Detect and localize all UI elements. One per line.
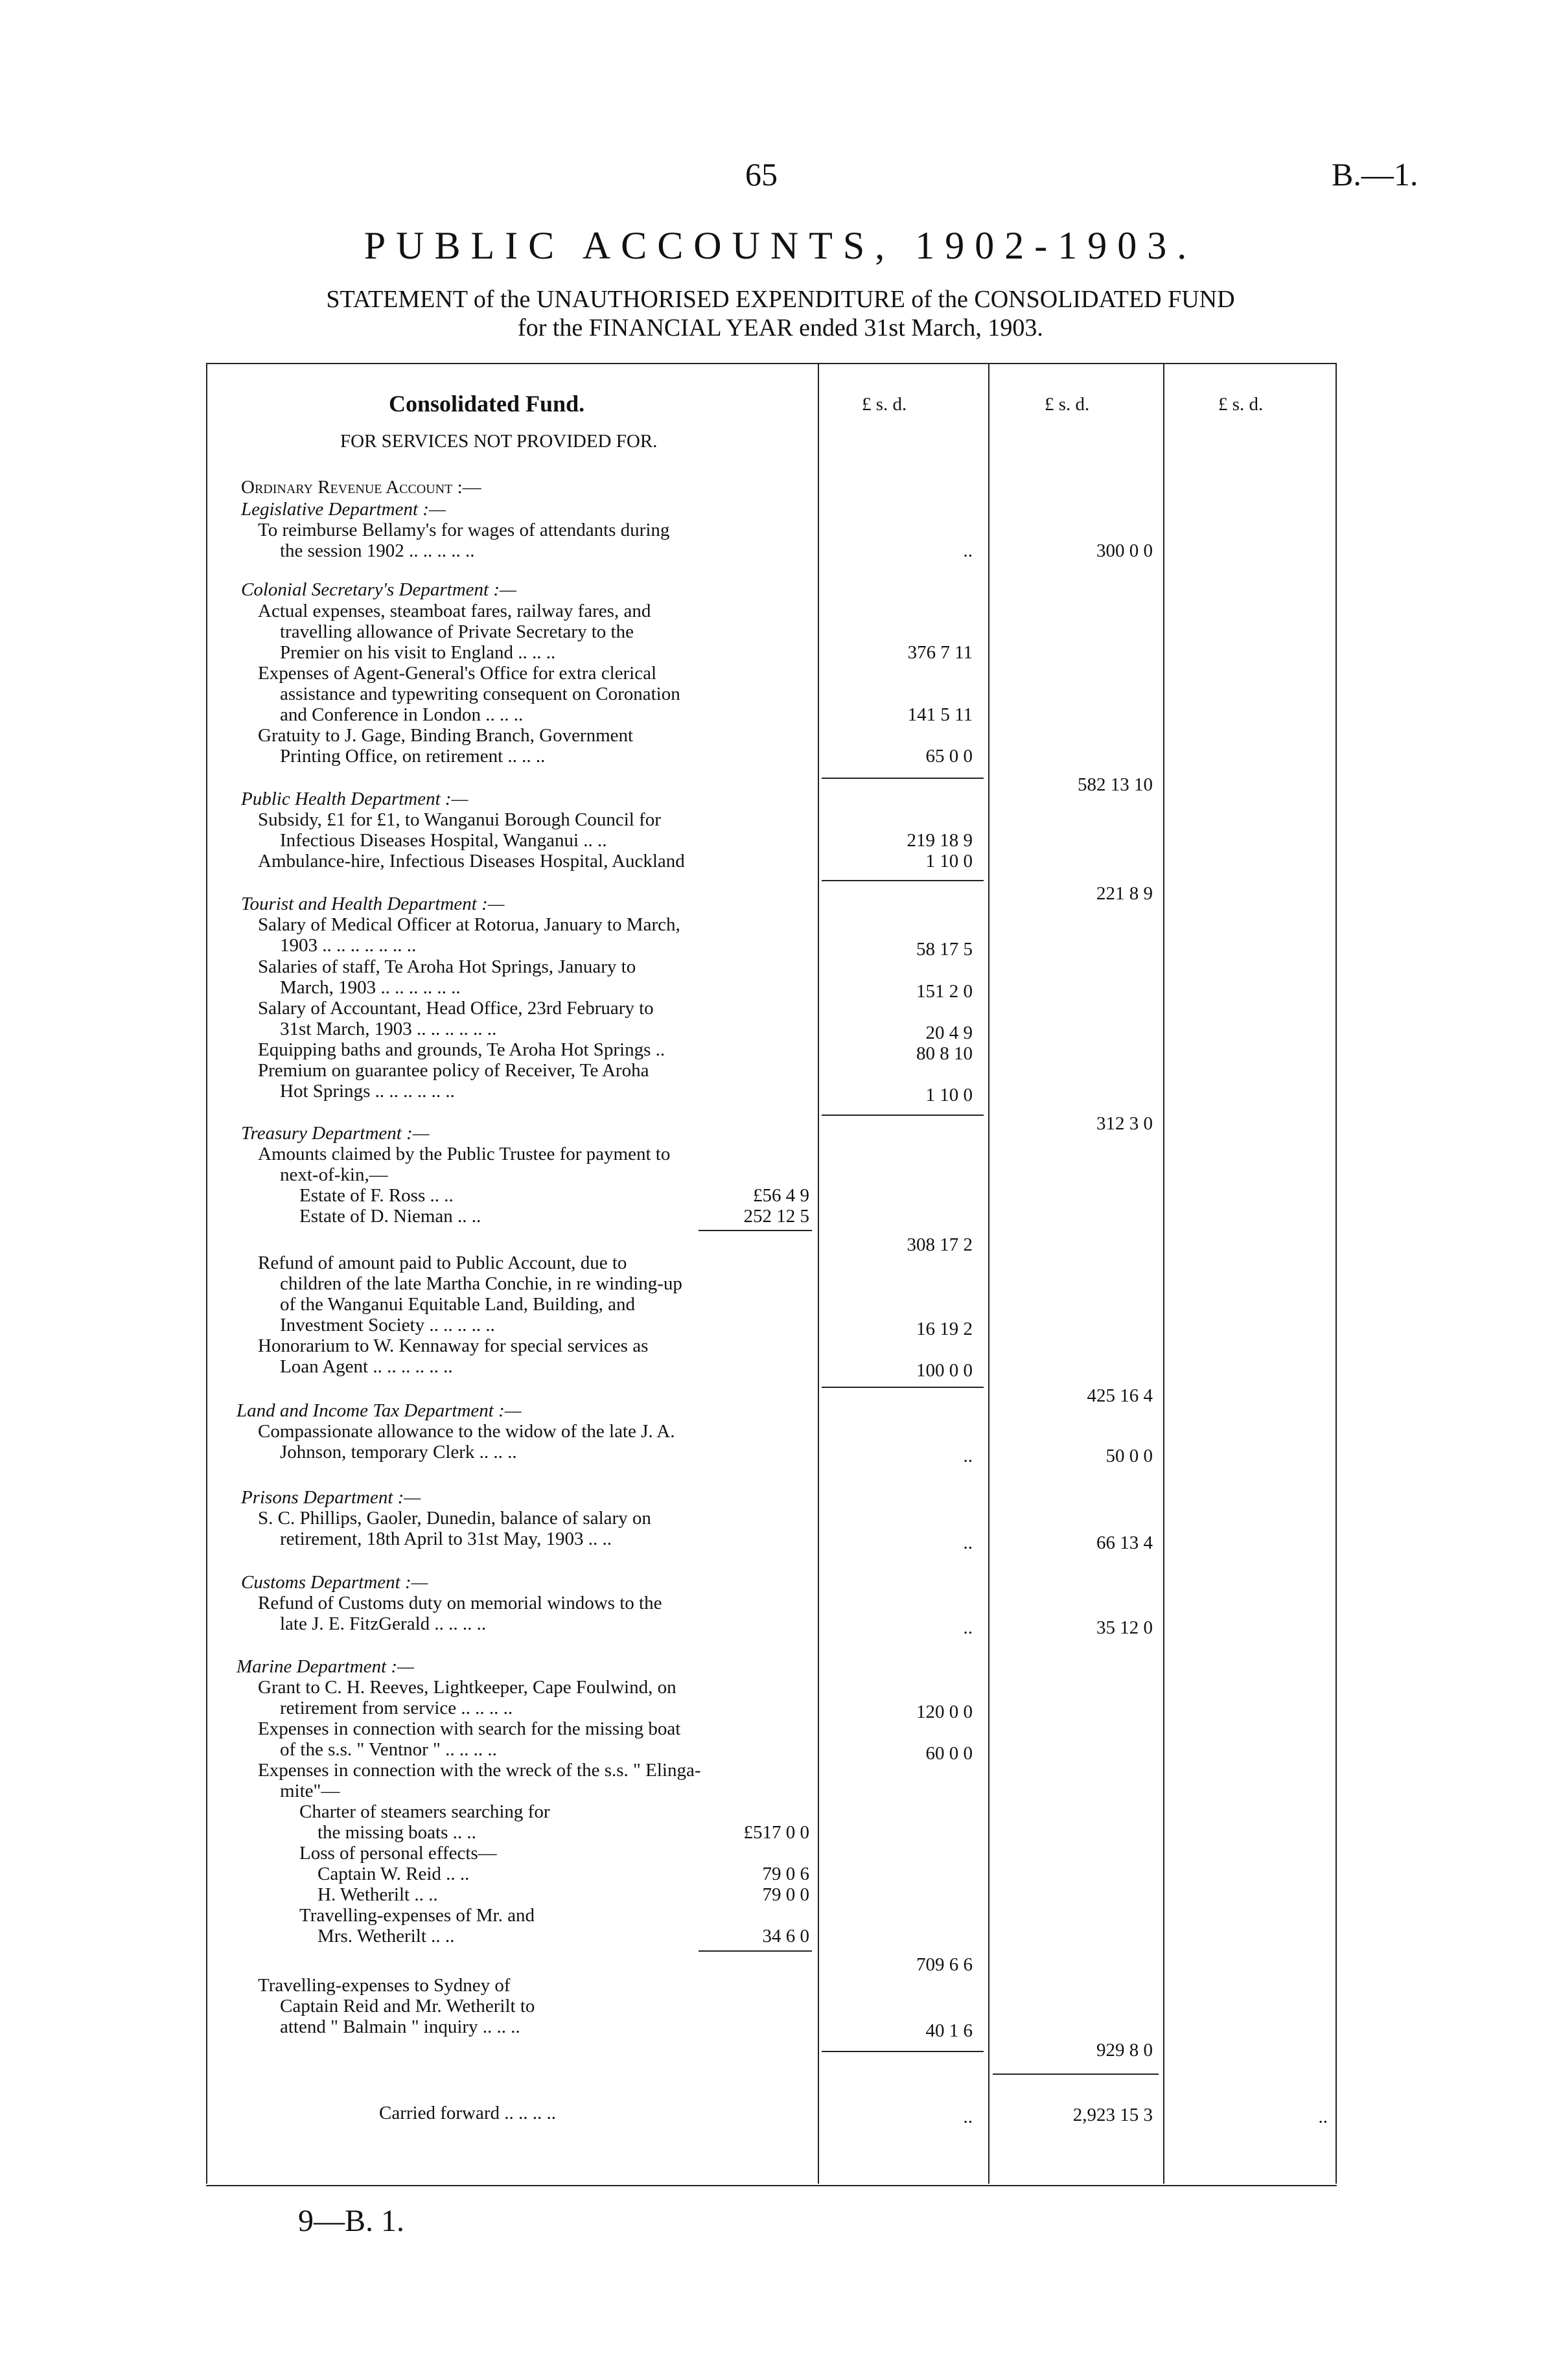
amount: 20 4 9 (925, 1022, 973, 1043)
entry-text: Travelling-expenses to Sydney of (258, 1975, 511, 1996)
entry-text: Infectious Diseases Hospital, Wanganui .. .. (280, 830, 607, 851)
amount: 376 7 11 (907, 642, 973, 663)
amount: 425 16 4 (1087, 1385, 1153, 1406)
subtotal-rule (699, 1230, 812, 1231)
entry-text: Estate of F. Ross .. .. (299, 1185, 454, 1206)
sub-amount: 79 0 0 (762, 1884, 809, 1905)
dept-heading: Colonial Secretary's Department :— (241, 579, 516, 600)
amount: .. (1318, 2107, 1328, 2127)
amount: 929 8 0 (1096, 2040, 1153, 2061)
amount: 66 13 4 (1096, 1532, 1153, 1553)
entry-text: Salary of Accountant, Head Office, 23rd February to (258, 998, 654, 1019)
entry-text: Premier on his visit to England .. .. .. (280, 642, 556, 663)
entry-text: March, 1903 .. .. .. .. .. .. (280, 977, 461, 998)
entry-text: the session 1902 .. .. .. .. .. (280, 540, 475, 561)
amount: .. (963, 2107, 973, 2127)
page-number: 65 (745, 156, 778, 192)
entry-text: travelling allowance of Private Secretary to the (280, 621, 634, 642)
amount: .. (963, 540, 973, 561)
entry-text: retirement, 18th April to 31st May, 1903 .. .. (280, 1529, 612, 1549)
dept-heading: Public Health Department :— (241, 789, 468, 809)
entry-text: Loan Agent .. .. .. .. .. .. (280, 1356, 453, 1377)
subtotal-rule (822, 1115, 984, 1116)
page-footer: 9—B. 1. (298, 2204, 405, 2238)
amount: 308 17 2 (907, 1234, 973, 1255)
amount: 141 5 11 (907, 704, 973, 725)
table-bottom-rule (206, 2185, 1337, 2186)
entry-text: 31st March, 1903 .. .. .. .. .. .. (280, 1019, 497, 1039)
entry-text: Equipping baths and grounds, Te Aroha Hot Springs .. (258, 1039, 665, 1060)
entry-text: Ambulance-hire, Infectious Diseases Hospital, Auckland (258, 851, 685, 872)
table-subheading: FOR SERVICES NOT PROVIDED FOR. (340, 431, 658, 452)
entry-text: Honorarium to W. Kennaway for special services as (258, 1335, 649, 1356)
entry-text: Printing Office, on retirement .. .. .. (280, 746, 546, 767)
statement-line-1: STATEMENT of the UNAUTHORISED EXPENDITURE of the CONSOLIDATED FUND (326, 286, 1235, 313)
sub-amount: 79 0 6 (762, 1864, 809, 1884)
entry-text: Expenses of Agent-General's Office for extra clerical (258, 663, 657, 684)
amount: .. (963, 1446, 973, 1466)
amount: 40 1 6 (925, 2020, 973, 2041)
entry-text: Gratuity to J. Gage, Binding Branch, Government (258, 725, 634, 746)
column-rule-2 (988, 363, 989, 2184)
amount: 80 8 10 (916, 1043, 973, 1064)
amount: 300 0 0 (1096, 540, 1153, 561)
entry-text: Hot Springs .. .. .. .. .. .. (280, 1081, 455, 1102)
section-title: Ordinary Revenue Account :— (241, 477, 481, 498)
entry-text: late J. E. FitzGerald .. .. .. .. (280, 1613, 487, 1634)
subtotal-rule (822, 1387, 984, 1388)
dept-heading: Customs Department :— (241, 1572, 428, 1593)
amount: 58 17 5 (916, 939, 973, 960)
entry-text: Estate of D. Nieman .. .. (299, 1206, 481, 1227)
entry-text: Salary of Medical Officer at Rotorua, January to March, (258, 914, 680, 935)
amount: 221 8 9 (1096, 883, 1153, 904)
sub-amount: 34 6 0 (762, 1926, 809, 1947)
entry-text: next-of-kin,— (280, 1164, 388, 1185)
amount: 50 0 0 (1105, 1446, 1153, 1466)
amount: 219 18 9 (907, 830, 973, 851)
amount: 100 0 0 (916, 1360, 973, 1381)
entry-text: Amounts claimed by the Public Trustee for payment to (258, 1144, 671, 1164)
column-header-1: £ s. d. (862, 394, 907, 415)
entry-text: the missing boats .. .. (318, 1822, 476, 1843)
entry-text: Refund of Customs duty on memorial windows to the (258, 1593, 662, 1613)
dept-heading: Treasury Department :— (241, 1123, 430, 1144)
entry-text: Charter of steamers searching for (299, 1801, 550, 1822)
carried-forward-label: Carried forward .. .. .. .. (379, 2103, 556, 2123)
amount: 312 3 0 (1096, 1113, 1153, 1134)
entry-text: mite"— (280, 1781, 340, 1801)
entry-text: Refund of amount paid to Public Account, due to (258, 1253, 627, 1273)
document-reference: B.—1. (1332, 156, 1418, 192)
entry-text: attend " Balmain " inquiry .. .. .. (280, 2016, 520, 2037)
table-left-rule (206, 363, 207, 2184)
total-rule (993, 2074, 1159, 2075)
sub-amount: 252 12 5 (743, 1206, 809, 1227)
amount: 120 0 0 (916, 1702, 973, 1722)
entry-text: Mrs. Wetherilt .. .. (318, 1926, 455, 1947)
entry-text: Loss of personal effects— (299, 1843, 497, 1864)
entry-text: Actual expenses, steamboat fares, railway fares, and (258, 601, 651, 621)
page-title: PUBLIC ACCOUNTS, 1902-1903. (364, 224, 1197, 267)
column-rule-1 (818, 363, 819, 2184)
entry-text: and Conference in London .. .. .. (280, 704, 524, 725)
entry-text: Grant to C. H. Reeves, Lightkeeper, Cape Foulwind, on (258, 1677, 676, 1698)
entry-text: Expenses in connection with the wreck of the s.s. " Elinga- (258, 1760, 701, 1781)
amount: 709 6 6 (916, 1954, 973, 1975)
entry-text: 1903 .. .. .. .. .. .. .. (280, 935, 417, 956)
entry-text: S. C. Phillips, Gaoler, Dunedin, balance of salary on (258, 1508, 651, 1529)
entry-text: assistance and typewriting consequent on Coronation (280, 684, 680, 704)
dept-heading: Land and Income Tax Department :— (237, 1400, 522, 1421)
entry-text: of the Wanganui Equitable Land, Building, and (280, 1294, 636, 1315)
amount: 1 10 0 (925, 1085, 973, 1105)
entry-text: Compassionate allowance to the widow of the late J. A. (258, 1421, 675, 1442)
dept-heading: Legislative Department :— (241, 499, 446, 520)
carried-forward-total: 2,923 15 3 (1072, 2105, 1153, 2125)
entry-text: Johnson, temporary Clerk .. .. .. (280, 1442, 517, 1462)
statement-line-2: for the FINANCIAL YEAR ended 31st March, 1903. (518, 314, 1043, 341)
table-heading: Consolidated Fund. (389, 391, 585, 417)
entry-text: Premium on guarantee policy of Receiver, Te Aroha (258, 1060, 649, 1081)
table-right-rule (1336, 363, 1337, 2184)
amount: 16 19 2 (916, 1319, 973, 1339)
amount: 1 10 0 (925, 851, 973, 872)
sub-amount: £56 4 9 (753, 1185, 809, 1206)
entry-text: H. Wetherilt .. .. (318, 1884, 438, 1905)
entry-text: Captain W. Reid .. .. (318, 1864, 470, 1884)
subtotal-rule (822, 2051, 984, 2052)
column-rule-3 (1163, 363, 1164, 2184)
column-header-2: £ s. d. (1045, 394, 1090, 415)
amount: .. (963, 1617, 973, 1638)
entry-text: retirement from service .. .. .. .. (280, 1698, 513, 1718)
dept-heading: Prisons Department :— (241, 1487, 421, 1508)
entry-text: Travelling-expenses of Mr. and (299, 1905, 535, 1926)
amount: 151 2 0 (916, 981, 973, 1002)
amount: 35 12 0 (1096, 1617, 1153, 1638)
entry-text: Captain Reid and Mr. Wetherilt to (280, 1996, 535, 2016)
column-header-3: £ s. d. (1218, 394, 1264, 415)
entry-text: Subsidy, £1 for £1, to Wanganui Borough Council for (258, 809, 661, 830)
subtotal-rule (822, 880, 984, 881)
amount: 65 0 0 (925, 746, 973, 767)
entry-text: Salaries of staff, Te Aroha Hot Springs, January to (258, 956, 636, 977)
entry-text: children of the late Martha Conchie, in re winding-up (280, 1273, 682, 1294)
amount: .. (963, 1532, 973, 1553)
entry-text: To reimburse Bellamy's for wages of attendants during (258, 520, 670, 540)
amount: 582 13 10 (1078, 774, 1153, 795)
entry-text: Expenses in connection with search for the missing boat (258, 1718, 681, 1739)
dept-heading: Tourist and Health Department :— (241, 894, 505, 914)
amount: 60 0 0 (925, 1743, 973, 1764)
sub-amount: £517 0 0 (743, 1822, 809, 1843)
table-top-rule (206, 363, 1337, 364)
subtotal-rule (699, 1950, 812, 1952)
entry-text: Investment Society .. .. .. .. .. (280, 1315, 495, 1335)
dept-heading: Marine Department :— (237, 1656, 414, 1677)
subtotal-rule (822, 778, 984, 779)
entry-text: of the s.s. " Ventnor " .. .. .. .. (280, 1739, 497, 1760)
